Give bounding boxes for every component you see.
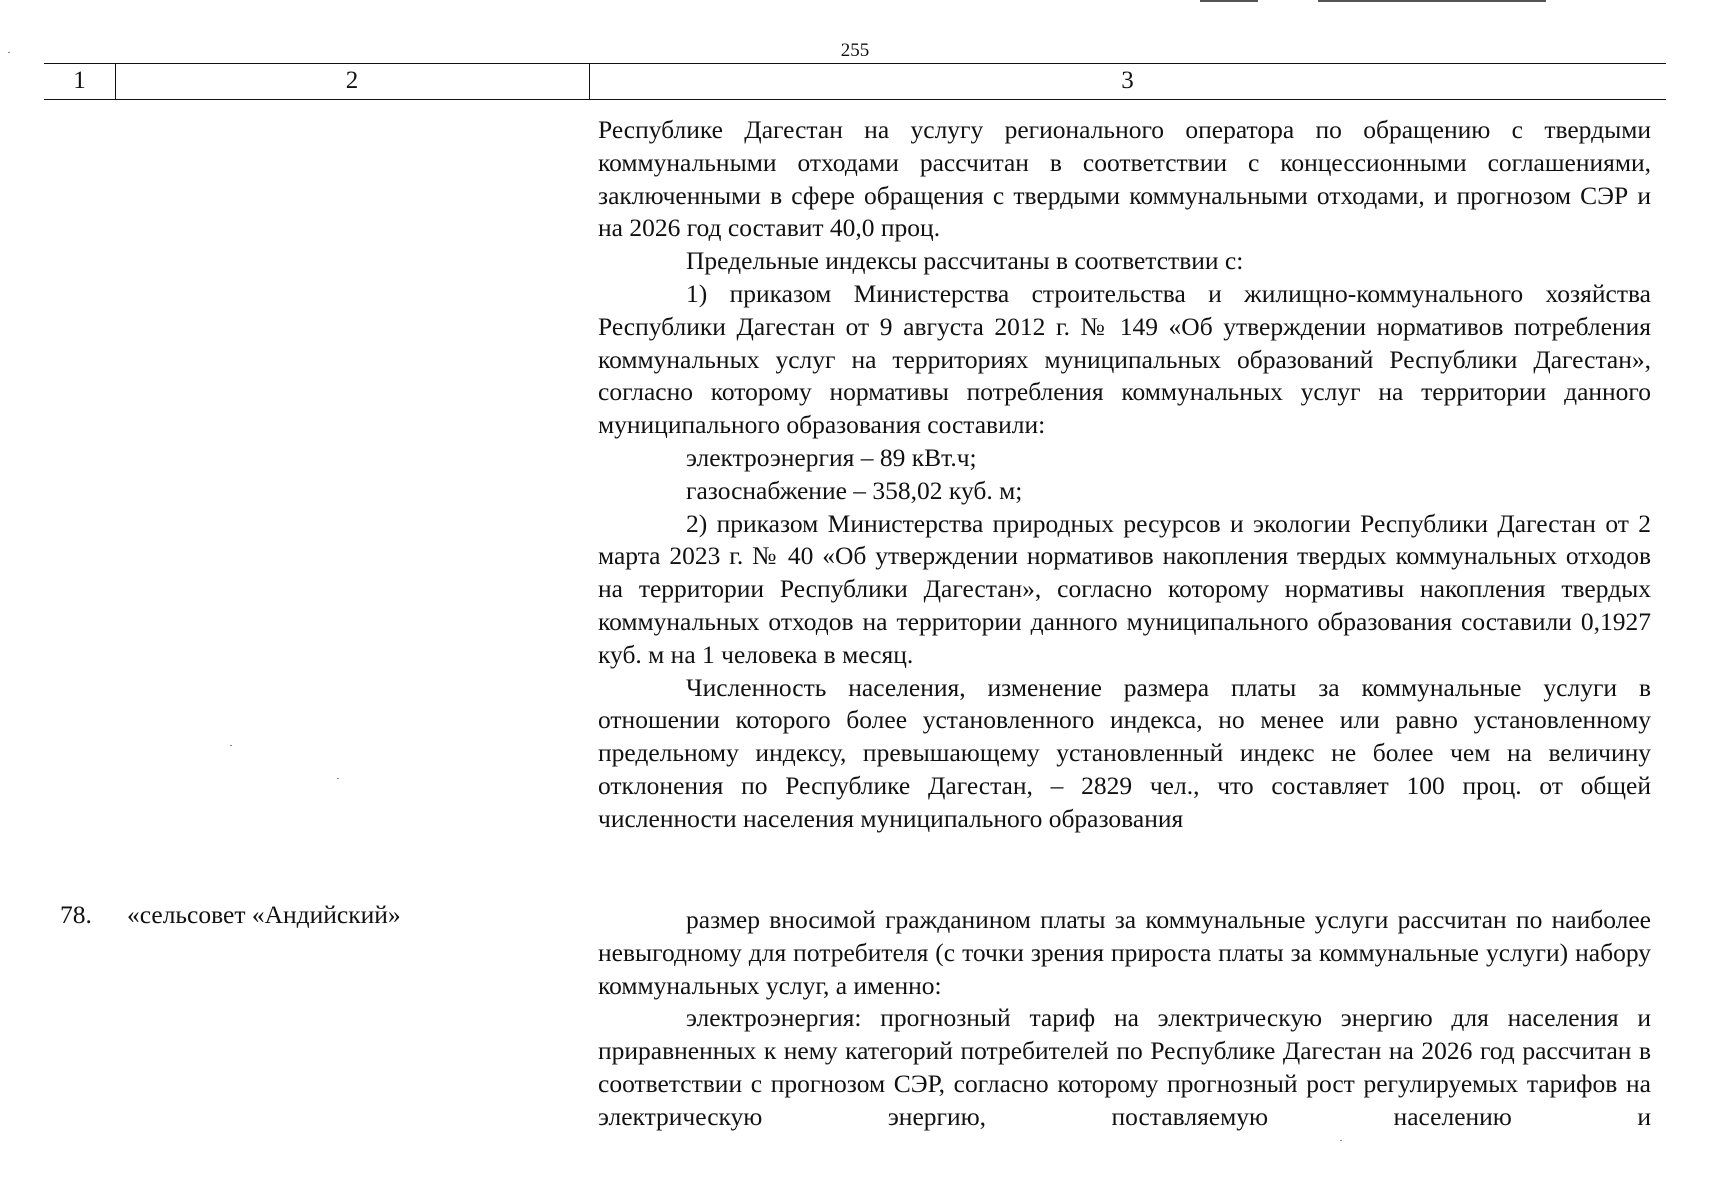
paragraph: размер вносимой гражданином платы за коммунальные услуги рассчитан по наиболее невыгодному для потребителя (с точки зрения прироста платы за коммунальные услуги) набору коммунальных услуг, а именно: bbox=[598, 905, 1651, 1000]
list-item: газоснабжение – 358,02 куб. м; bbox=[686, 475, 1023, 505]
page-number: 255 bbox=[840, 40, 870, 61]
paragraph: Численность населения, изменение размера платы за коммунальные услуги в отношении которого более установленного индекса, но менее или равно установленному предельному индексу, превышающему установленный индекс не более чем на величину отклонения по Республике Дагестан, – 2829 чел., что составляет 100 проц. от общей численности населения муниципального образования bbox=[598, 672, 1651, 833]
scan-artifact bbox=[1200, 0, 1258, 2]
column3-continuation-text bbox=[598, 114, 1651, 836]
paragraph: Предельные индексы рассчитаны в соответствии с: bbox=[686, 246, 1244, 276]
paragraph: 1) приказом Министерства строительства и жилищно-коммунального хозяйства Республики Дагестан от 9 августа 2012 г. № 149 «Об утверждении нормативов потребления коммунальных услуг на территориях муниципальных образований Республики Дагестан», согласно которому нормативы потребления коммунальных услуг на территории данного муниципального образования составили: bbox=[598, 278, 1651, 440]
scan-speck bbox=[8, 52, 10, 53]
table-header-bottom-border bbox=[44, 99, 1666, 100]
table-header-col3: 3 bbox=[1121, 67, 1134, 94]
paragraph: Республике Дагестан на услугу регионального оператора по обращению с твердыми коммунальными отходами рассчитан в соответствии с концессионными соглашениями, заключенными в сфере обращения с твердыми коммунальными отходами, и прогнозом СЭР и на 2026 год составит 40,0 проц. bbox=[598, 115, 1651, 243]
scan-speck bbox=[230, 745, 232, 746]
table-header-col2: 2 bbox=[345, 67, 359, 94]
paragraph: электроэнергия: прогнозный тариф на электрическую энергию для населения и приравненных к нему категорий потребителей по Республике Дагестан на 2026 год рассчитан в соответствии с прогнозом СЭР, согласно которому прогнозный рост регулируемых тарифов на электрическую энергию, поставляемую населению и bbox=[598, 1003, 1651, 1131]
table-header-col1: 1 bbox=[73, 67, 86, 94]
list-item: электроэнергия – 89 кВт.ч; bbox=[686, 442, 977, 472]
scan-speck bbox=[337, 778, 339, 779]
scan-speck bbox=[1340, 1140, 1342, 1141]
table-header-top-border bbox=[44, 63, 1666, 64]
entry-description-text bbox=[598, 904, 1651, 1134]
entry-municipality-name: «сельсовет «Андийский» bbox=[127, 900, 401, 929]
scan-artifact bbox=[1318, 0, 1546, 2]
entry-number: 78. bbox=[60, 900, 92, 929]
paragraph: 2) приказом Министерства природных ресурсов и экологии Республики Дагестан от 2 марта 2023 г. № 40 «Об утверждении нормативов накопления твердых коммунальных отходов на территории Республики Дагестан», согласно которому нормативы накопления твердых коммунальных отходов на территории данного муниципального образования составили 0,1927 куб. м на 1 человека в месяц. bbox=[598, 508, 1651, 669]
